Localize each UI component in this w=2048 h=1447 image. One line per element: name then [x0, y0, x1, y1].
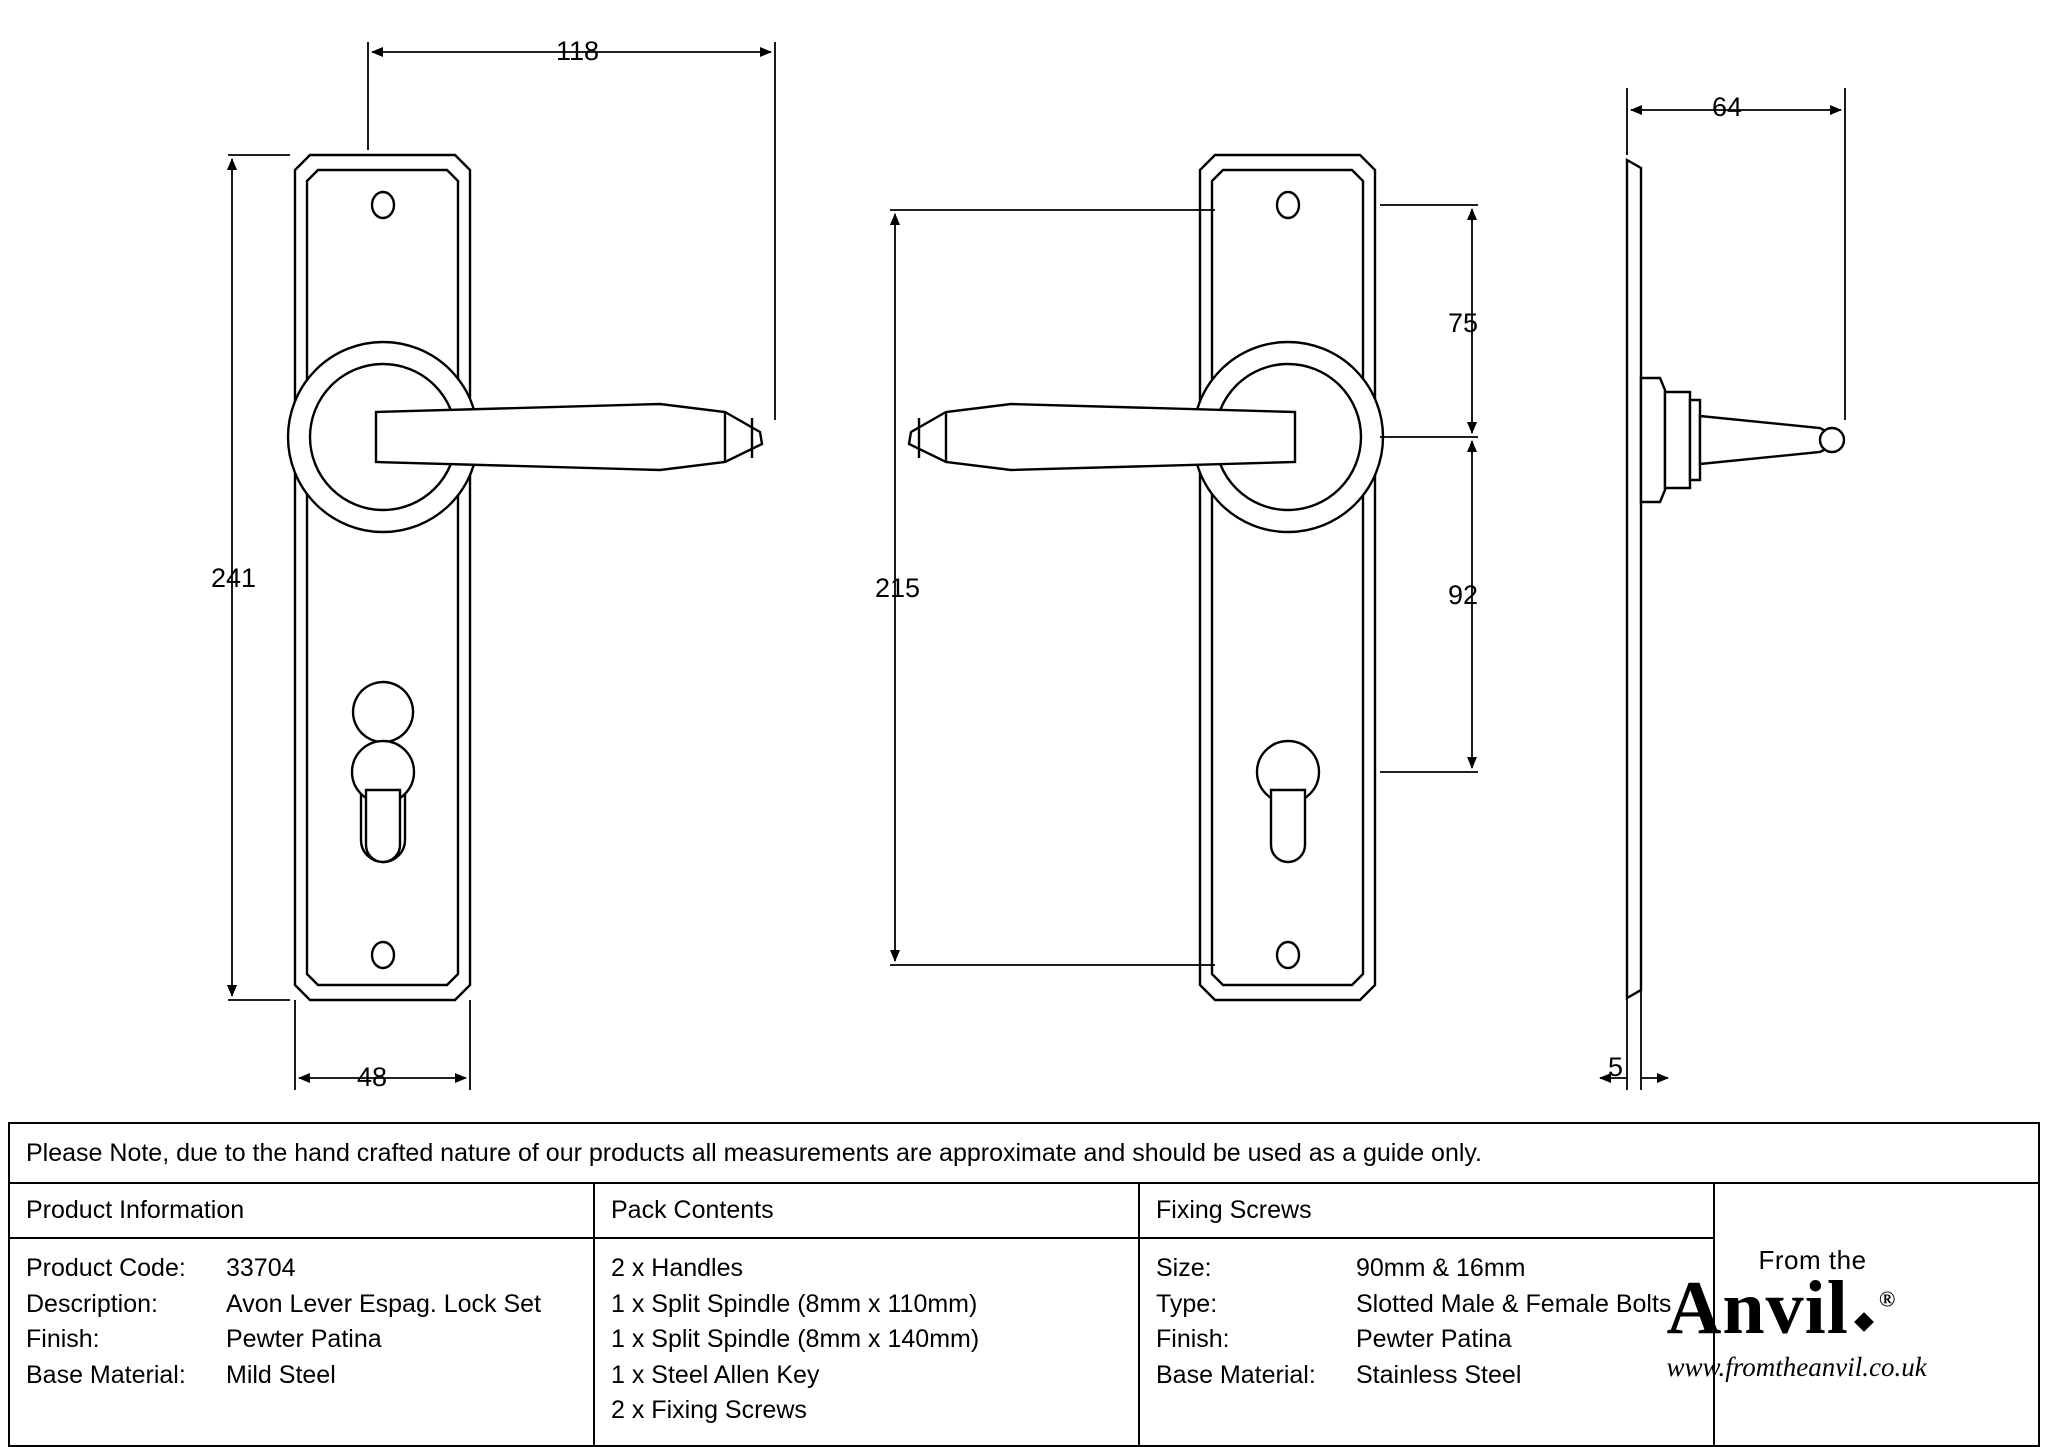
information-table — [8, 1122, 2040, 1447]
fixing-screws-column — [1140, 1184, 1715, 1445]
fixing-screws-body — [1140, 1239, 1713, 1409]
logo-main-text — [1667, 1270, 2048, 1346]
dimension-label-spindle-to-top: 75 — [1448, 308, 1478, 339]
product-information-heading: Product Information — [10, 1184, 593, 1239]
table-row — [1156, 1251, 1697, 1287]
base-material-value: Mild Steel — [226, 1358, 577, 1394]
logo-top-text: From the — [1667, 1245, 1997, 1276]
table-row — [26, 1358, 577, 1394]
table-row — [1156, 1287, 1697, 1323]
logo-word-anvil: Anvil — [1667, 1266, 1849, 1350]
table-row — [26, 1322, 577, 1358]
dimension-label-side-projection: 64 — [1712, 92, 1742, 123]
dimension-label-plate-thickness: 5 — [1608, 1052, 1623, 1083]
dimension-label-front-height: 241 — [211, 563, 256, 594]
product-information-column — [10, 1184, 595, 1445]
registered-trademark-icon: ® — [1879, 1287, 1896, 1312]
description-value: Avon Lever Espag. Lock Set — [226, 1287, 577, 1323]
product-code-value: 33704 — [226, 1251, 577, 1287]
dimension-label-spindle-to-cylinder: 92 — [1448, 580, 1478, 611]
list-item: 2 x Fixing Screws — [611, 1393, 1122, 1429]
screw-base-material-label: Base Material: — [1156, 1358, 1356, 1394]
screw-type-label: Type: — [1156, 1287, 1356, 1323]
dimension-label-front-width: 118 — [556, 36, 599, 67]
list-item: 2 x Handles — [611, 1251, 1122, 1287]
product-information-body — [10, 1239, 593, 1409]
list-item: 1 x Split Spindle (8mm x 140mm) — [611, 1322, 1122, 1358]
list-item: 1 x Split Spindle (8mm x 110mm) — [611, 1287, 1122, 1323]
table-row — [1156, 1322, 1697, 1358]
screw-size-value: 90mm & 16mm — [1356, 1251, 1697, 1287]
screw-finish-value: Pewter Patina — [1356, 1322, 1697, 1358]
finish-value: Pewter Patina — [226, 1322, 577, 1358]
info-columns — [10, 1184, 2038, 1445]
description-label: Description: — [26, 1287, 226, 1323]
table-row — [26, 1251, 577, 1287]
screw-size-label: Size: — [1156, 1251, 1356, 1287]
product-code-label: Product Code: — [26, 1251, 226, 1287]
diamond-icon — [1854, 1312, 1874, 1332]
dimension-label-plate-width: 48 — [357, 1062, 387, 1093]
pack-contents-heading: Pack Contents — [595, 1184, 1138, 1239]
list-item: 1 x Steel Allen Key — [611, 1358, 1122, 1394]
screw-finish-label: Finish: — [1156, 1322, 1356, 1358]
from-the-anvil-logo — [1715, 1184, 2038, 1445]
logo-url: www.fromtheanvil.co.uk — [1667, 1352, 2048, 1383]
table-row — [1156, 1358, 1697, 1394]
pack-contents-body — [595, 1239, 1138, 1445]
table-row — [26, 1287, 577, 1323]
brand-logo-cell — [1715, 1184, 2038, 1445]
fixing-screws-heading: Fixing Screws — [1140, 1184, 1713, 1239]
dimension-label-back-height: 215 — [875, 573, 920, 604]
screw-base-material-value: Stainless Steel — [1356, 1358, 1697, 1394]
pack-contents-column — [595, 1184, 1140, 1445]
finish-label: Finish: — [26, 1322, 226, 1358]
screw-type-value: Slotted Male & Female Bolts — [1356, 1287, 1697, 1323]
base-material-label: Base Material: — [26, 1358, 226, 1394]
measurement-note: Please Note, due to the hand crafted nature of our products all measurements are approximate and should be used as a guide only. — [10, 1124, 2038, 1184]
